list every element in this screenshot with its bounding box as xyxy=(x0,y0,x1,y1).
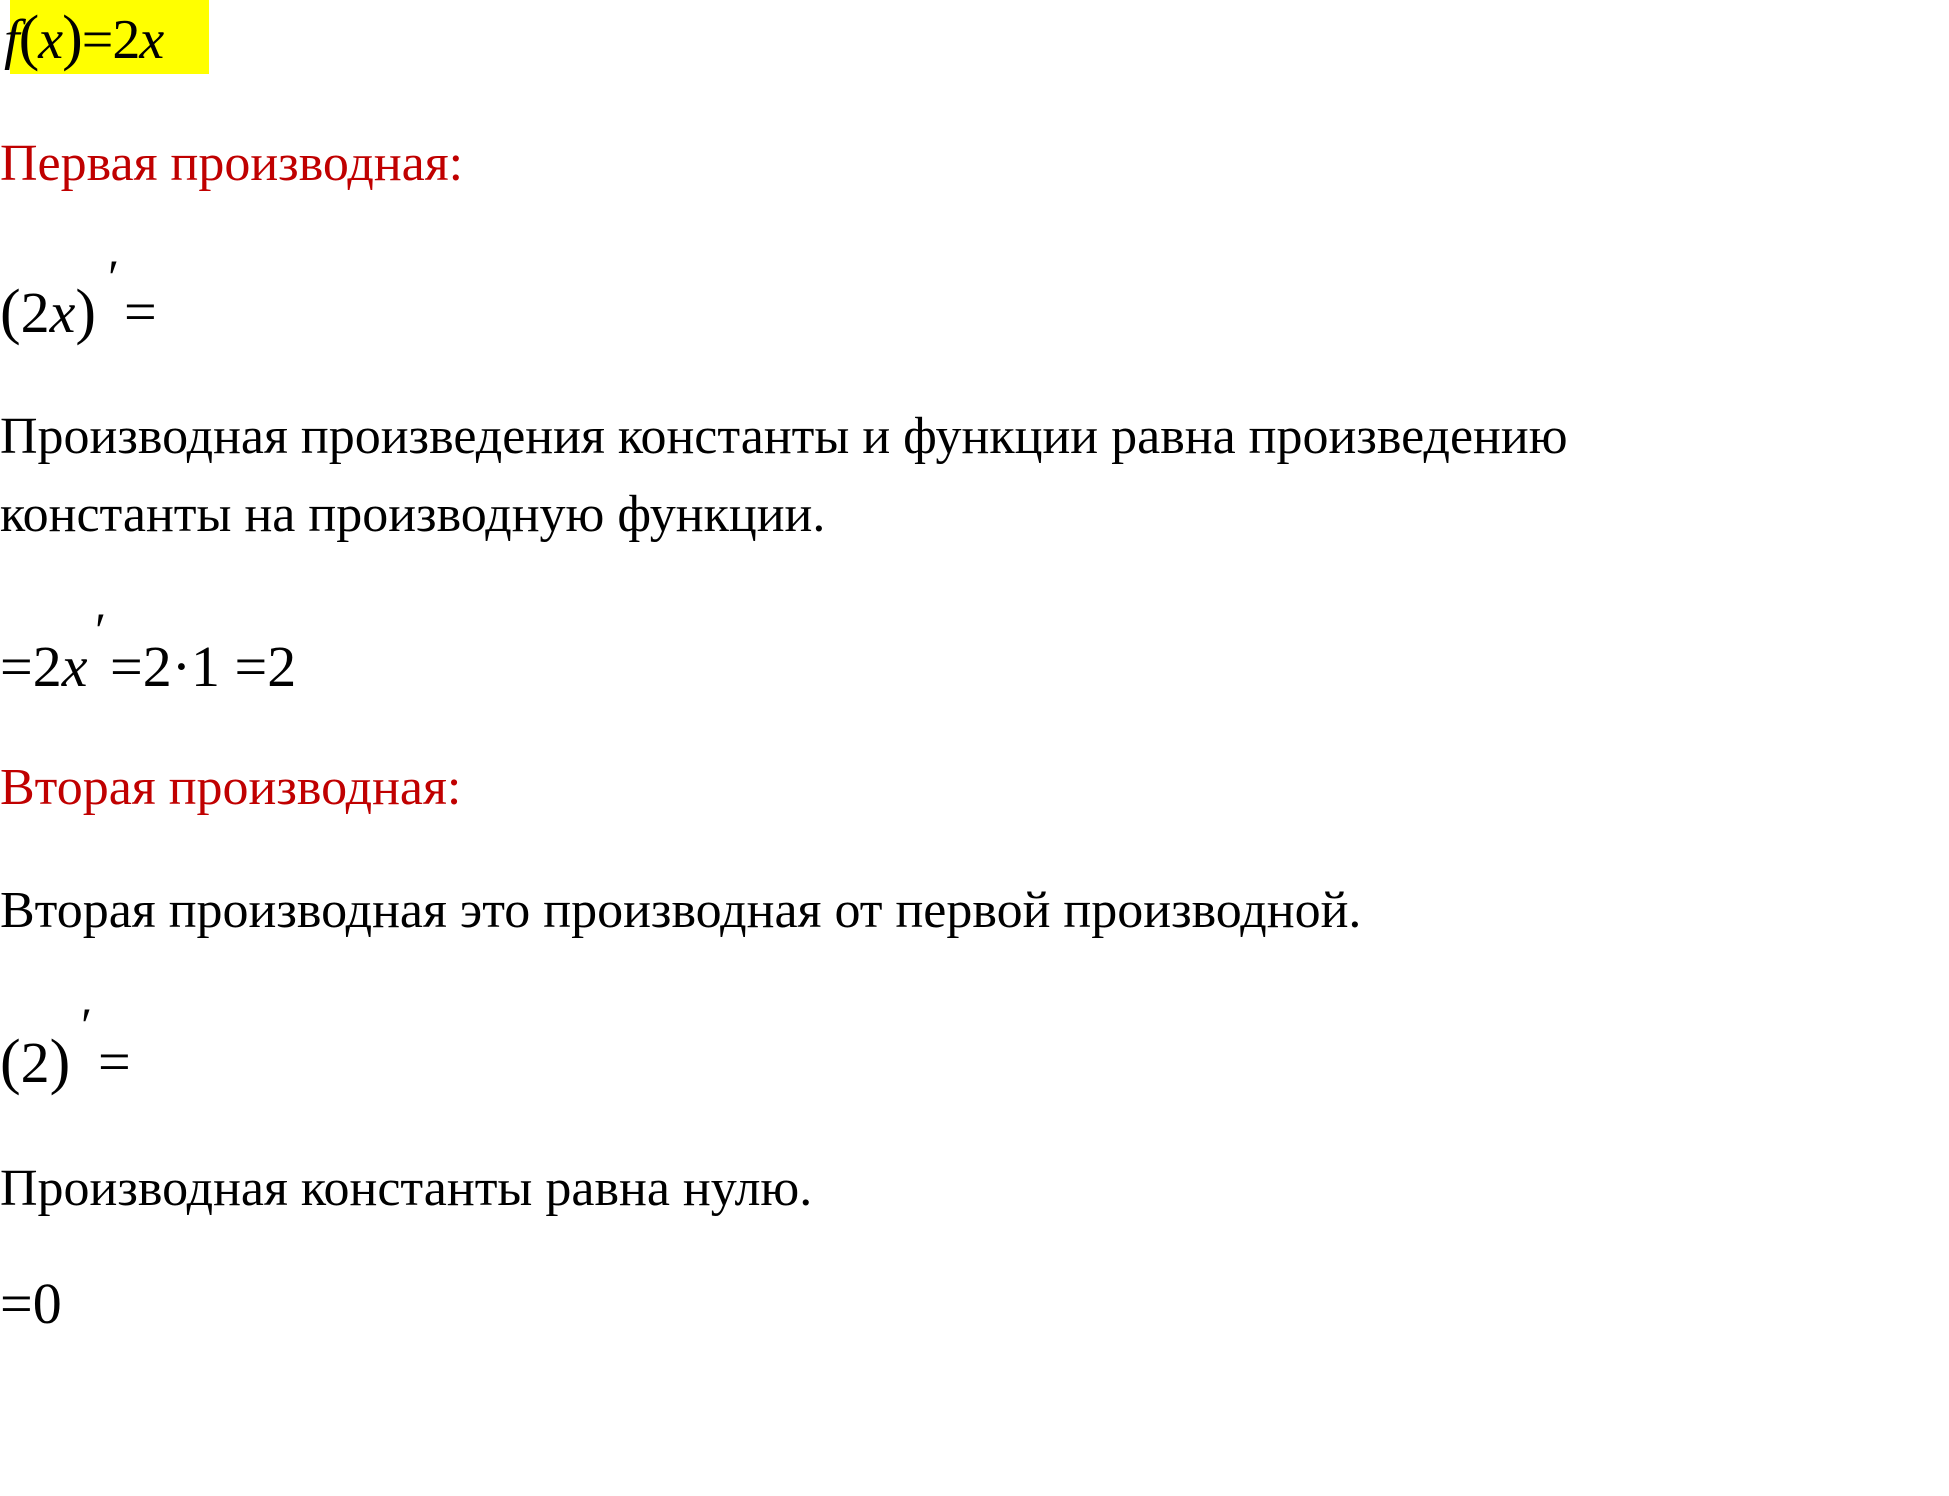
expr-coef: 2 xyxy=(20,280,50,345)
function-argument: x xyxy=(38,9,63,71)
second-derivative-heading: Вторая производная: xyxy=(0,759,462,816)
function-equals-coef: =2 xyxy=(81,9,140,71)
second-derivative-prime: ′ xyxy=(78,997,89,1053)
expr-open-paren: ( xyxy=(0,278,21,346)
expr2-open-paren: ( xyxy=(0,1028,21,1096)
product-rule-line-1: Производная произведения константы и функции равна произведению xyxy=(0,408,1568,465)
first-derivative-result-left xyxy=(0,635,87,699)
function-definition xyxy=(4,6,163,72)
function-close-paren: ) xyxy=(62,4,82,72)
result-eq-coef: =2 xyxy=(0,634,62,699)
first-derivative-prime: ′ xyxy=(105,249,116,305)
function-variable: x xyxy=(139,9,164,71)
second-derivative-explanation: Вторая производная это производная от первой производной. xyxy=(0,882,1362,939)
first-derivative-equals: = xyxy=(124,279,157,344)
expr-variable: x xyxy=(49,280,76,345)
first-derivative-result-right: =2·1 =2 xyxy=(110,634,297,699)
first-derivative-expression xyxy=(0,280,96,345)
second-derivative-result: =0 xyxy=(0,1271,62,1336)
expr2-value: 2 xyxy=(20,1030,50,1095)
function-name: f xyxy=(4,9,19,71)
result-prime: ′ xyxy=(92,602,103,658)
result-variable: x xyxy=(61,634,88,699)
second-derivative-equals: = xyxy=(98,1029,131,1094)
expr-close-paren: ) xyxy=(75,278,97,346)
expr2-close-paren: ) xyxy=(49,1028,71,1096)
second-derivative-expression xyxy=(0,1030,70,1095)
first-derivative-heading: Первая производная: xyxy=(0,135,464,192)
product-rule-line-2: константы на производную функции. xyxy=(0,486,826,543)
constant-rule: Производная константы равна нулю. xyxy=(0,1160,813,1217)
function-open-paren: ( xyxy=(18,4,39,72)
